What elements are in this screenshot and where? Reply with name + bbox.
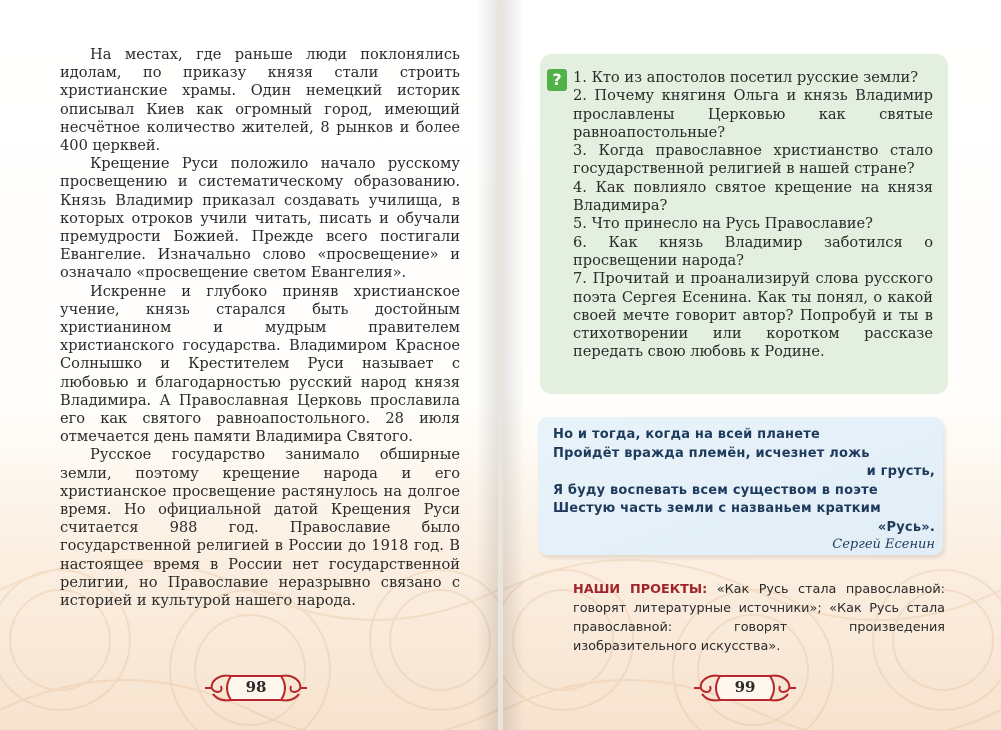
paragraph: Крещение Руси положило начало русскому просвещению и систематическому образованию. Князь Владимир приказал создавать училища, в которых отроков учили читать, писать и обучали премудрости Божией. Прежде всего постигали Евангелие. Изначально слово «просвещение» и означало «просвещение светом Евангелия».: [60, 155, 460, 282]
question-item: 2. Почему княгиня Ольга и князь Владимир прославлены Церковью как святые равноапостольные?: [573, 87, 933, 141]
projects-label: НАШИ ПРОЕКТЫ:: [573, 582, 708, 597]
poem-line: Шестую часть земли с названьем кратким: [553, 501, 881, 517]
page-number: 99: [734, 678, 756, 696]
question-item: 7. Прочитай и проанализируй слова русского поэта Сергея Есенина. Как ты понял, о какой своей мечте говорит автор? Попробуй и ты в стихотворении или коротком рассказе передать свою любовь к Родине.: [573, 270, 933, 361]
poem-line: Пройдёт вражда племён, исчезнет ложь: [553, 445, 870, 461]
projects-text: «Как Русь стала православной: говорят литературные источники»; «Как Русь стала православной: говорят произведения изобразительного искусства».: [573, 582, 945, 654]
poem-author: Сергей Есенин: [832, 537, 935, 552]
question-item: 4. Как повлияло святое крещение на князя Владимира?: [573, 178, 933, 215]
question-icon: ?: [547, 69, 567, 91]
question-item: 1. Кто из апостолов посетил русские земли?: [573, 69, 919, 86]
main-text: [60, 46, 460, 610]
question-item: 3. Когда православное христианство стало государственной религией в нашей стране?: [573, 142, 933, 178]
page-spine-shadow: [476, 0, 498, 730]
poem-line: Но и тогда, когда на всей планете: [553, 427, 820, 442]
left-page: [0, 0, 498, 730]
questions-list: [573, 69, 933, 362]
right-page: [503, 0, 1001, 730]
page-spine-shadow: [503, 0, 525, 730]
poem-line: и грусть,: [866, 464, 935, 480]
question-item: 5. Что принесло на Русь Православие?: [573, 215, 873, 233]
question-item: 6. Как князь Владимир заботился о просвещении народа?: [573, 233, 933, 269]
poem: [553, 426, 935, 538]
page-number-badge: [690, 670, 800, 706]
paragraph: На местах, где раньше люди поклонялись идолам, по приказу князя стали строить христианские храмы. Один немецкий историк описывал Киев как огромный город, имеющий несчётное количество жителей, 8 рынков и более 400 церквей.: [60, 46, 460, 155]
paragraph: Русское государство занимало обширные земли, поэтому крещение народа и его христианское просвещение растянулось на долгое время. Но официальной датой Крещения Руси считается 988 год. Православие было государственной религией в России до 1918 год. В настоящее время в России нет государственной религии, но Православие неразрывно связано с историей и культурой нашего народа.: [60, 446, 460, 610]
poem-line: Я буду воспевать всем существом в поэте: [553, 482, 878, 498]
projects-block: [573, 580, 945, 656]
poem-line: «Русь».: [877, 519, 935, 535]
page-number: 98: [245, 678, 267, 696]
page-number-badge: [201, 670, 311, 706]
paragraph: Искренне и глубоко приняв христианское учение, князь старался быть достойным христианином и мудрым правителем христианского государства. Владимиром Красное Солнышко и Крестителем Руси называет с любовью и благодарностью русский народ князя Владимира. А Православная Церковь прославила его как святого равноапостольного. 28 июля отмечается день памяти Владимира Святого.: [60, 282, 460, 446]
